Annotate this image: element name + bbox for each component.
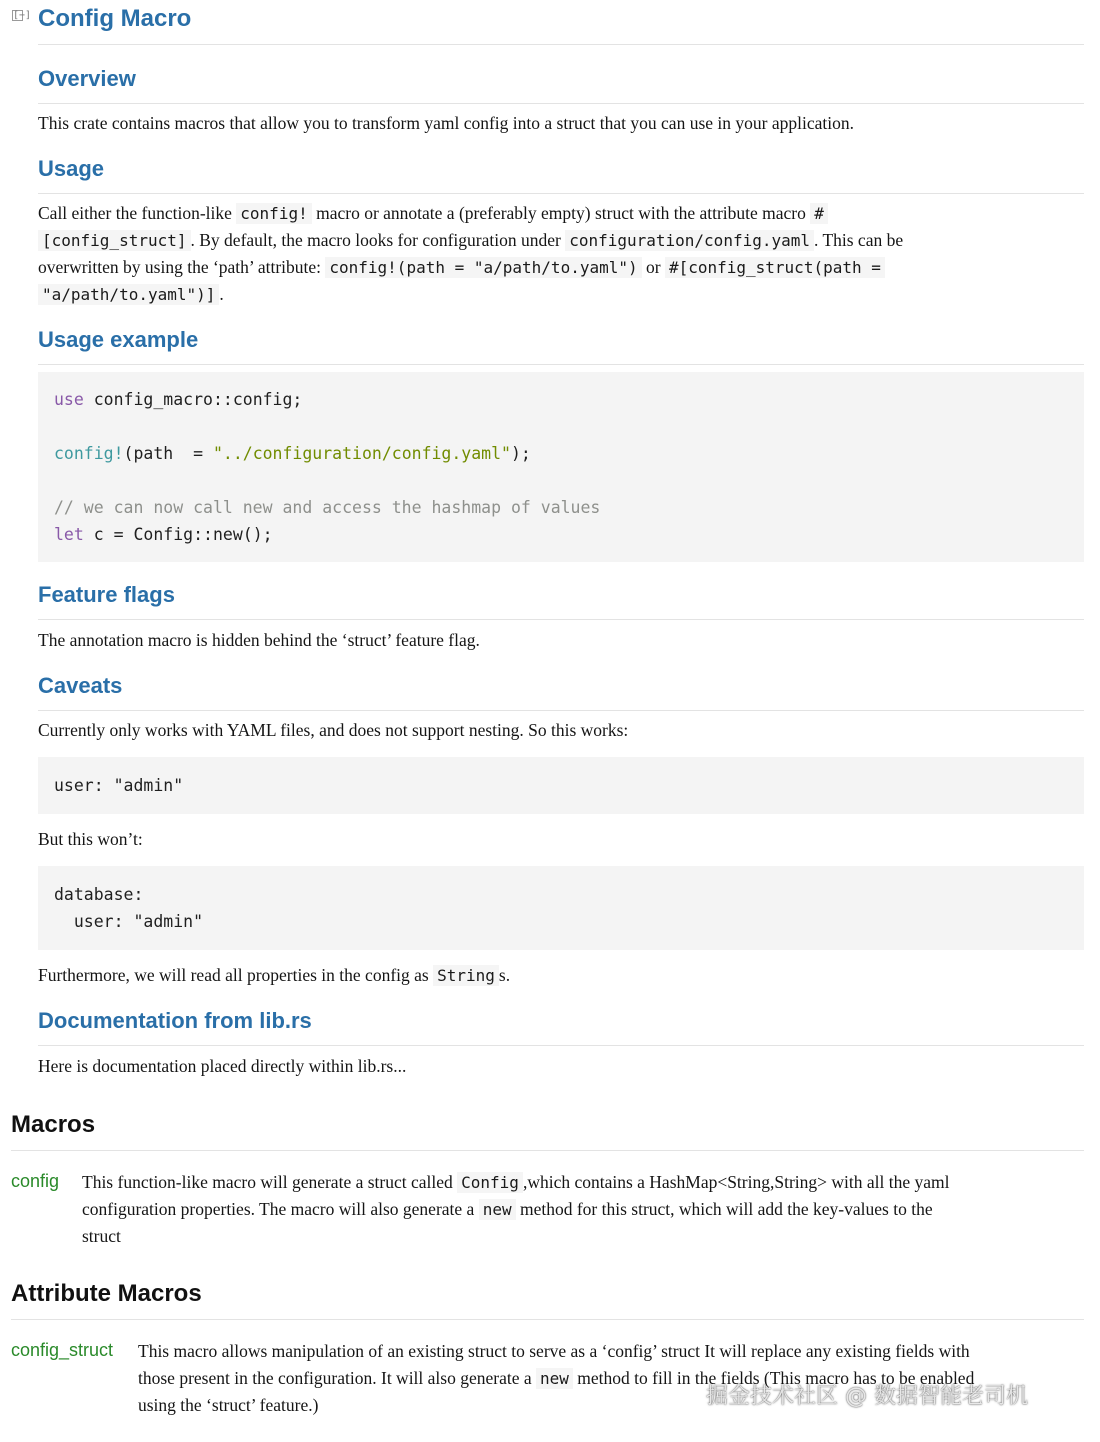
attribute-macro-link-config-struct[interactable]: config_struct: [11, 1340, 114, 1360]
code-line: [54, 386, 302, 413]
macro-link-config[interactable]: config: [11, 1171, 60, 1191]
desc-text: method for this struct, which will add the key-values to the: [515, 1199, 933, 1219]
code-keyword: use: [54, 390, 84, 409]
code-macro: config!: [54, 444, 124, 463]
code-new-method: new: [536, 1368, 573, 1389]
desc-text: using the ‘struct’ feature.): [138, 1395, 319, 1415]
caveats-text-2: But this won’t:: [38, 829, 143, 849]
caveats-text-3b: s.: [498, 965, 511, 985]
usage-text-6: or: [641, 257, 665, 277]
code-config-path: configuration/config.yaml: [565, 230, 814, 251]
divider: [38, 710, 1084, 711]
code-block-usage-example: [38, 372, 1084, 562]
watermark: 掘金技术社区 @ 数据智能老司机: [706, 1384, 1028, 1409]
code-config-struct-path: #[config_struct(path =: [665, 257, 885, 278]
heading-docs-lib[interactable]: Documentation from lib.rs: [38, 1008, 312, 1033]
usage-text-3: . By default, the macro looks for configuration under: [190, 230, 566, 250]
divider: [11, 1319, 1084, 1320]
code-new-method: new: [479, 1199, 516, 1220]
heading-usage-example[interactable]: Usage example: [38, 327, 199, 352]
desc-text: configuration properties. The macro will also generate a: [82, 1199, 479, 1219]
usage-text-1: Call either the function-like: [38, 203, 237, 223]
code-hash: #: [810, 203, 828, 224]
usage-text-7: .: [219, 284, 224, 304]
heading-macros[interactable]: Macros: [11, 1111, 96, 1138]
page-title: Config Macro: [38, 5, 192, 32]
caveats-text: Currently only works with YAML files, and does not support nesting. So this works:: [38, 720, 629, 740]
heading-attribute-macros[interactable]: Attribute Macros: [11, 1280, 202, 1307]
heading-overview[interactable]: Overview: [38, 66, 136, 91]
usage-text-4: . This can be: [814, 230, 904, 250]
heading-usage[interactable]: Usage: [38, 156, 105, 181]
divider: [38, 193, 1084, 194]
code-line: [54, 440, 531, 467]
code-text: c = Config::new();: [83, 525, 273, 544]
desc-text: This macro allows manipulation of an existing struct to serve as a ‘config’ struct It will replace any existing fields with: [138, 1341, 970, 1361]
code-keyword: let: [54, 525, 84, 544]
divider: [38, 44, 1084, 45]
feature-flags-text: The annotation macro is hidden behind the ‘struct’ feature flag.: [38, 630, 480, 650]
divider: [38, 103, 1084, 104]
caveats-text-3a: Furthermore, we will read all properties in the config as: [38, 965, 434, 985]
code-comment: // we can now call new and access the hashmap of values: [54, 498, 601, 517]
divider: [38, 364, 1084, 365]
code-text: );: [510, 444, 531, 463]
desc-text: This function-like macro will generate a struct called: [82, 1172, 458, 1192]
desc-text: ,which contains a HashMap<String,String> with all the yaml: [522, 1172, 950, 1192]
code-line: database:: [54, 885, 144, 904]
desc-text: struct: [82, 1226, 121, 1246]
desc-text: method to fill in the fields (This macro has to be enabled: [572, 1368, 975, 1388]
caveats-text-3: [38, 962, 1084, 989]
code-string: "../configuration/config.yaml": [212, 444, 511, 463]
usage-text: [38, 200, 1084, 308]
heading-caveats[interactable]: Caveats: [38, 673, 123, 698]
code-text: config_macro::config;: [83, 390, 303, 409]
code-line: user: "admin": [54, 776, 184, 795]
divider: [38, 619, 1084, 620]
desc-text: those present in the configuration. It will also generate a: [138, 1368, 536, 1388]
divider: [11, 1150, 1084, 1151]
usage-text-2: macro or annotate a (preferably empty) struct with the attribute macro: [311, 203, 811, 223]
code-path-string: "a/path/to.yaml")]: [38, 284, 219, 305]
code-line: [54, 521, 273, 548]
code-text: (path =: [123, 444, 213, 463]
code-line: user: "admin": [54, 912, 204, 931]
docs-lib-text: Here is documentation placed directly within lib.rs...: [38, 1056, 407, 1076]
macro-config-description: [82, 1169, 1084, 1250]
usage-text-5: overwritten by using the ‘path’ attribute:: [38, 257, 326, 277]
heading-feature-flags[interactable]: Feature flags: [38, 582, 175, 607]
divider: [38, 1045, 1084, 1046]
code-config-macro: config!: [236, 203, 311, 224]
collapse-toggle-icon[interactable]: [−]: [13, 10, 32, 21]
code-config-struct: [config_struct]: [38, 230, 191, 251]
code-block-wont-work: [38, 866, 1084, 950]
code-config-type: Config: [457, 1172, 523, 1193]
overview-text: This crate contains macros that allow you to transform yaml config into a struct that you can use in your application.: [38, 113, 854, 133]
code-string-type: String: [433, 965, 499, 986]
code-config-path-attr: config!(path = "a/path/to.yaml"): [325, 257, 641, 278]
code-block-works: [38, 757, 1084, 814]
